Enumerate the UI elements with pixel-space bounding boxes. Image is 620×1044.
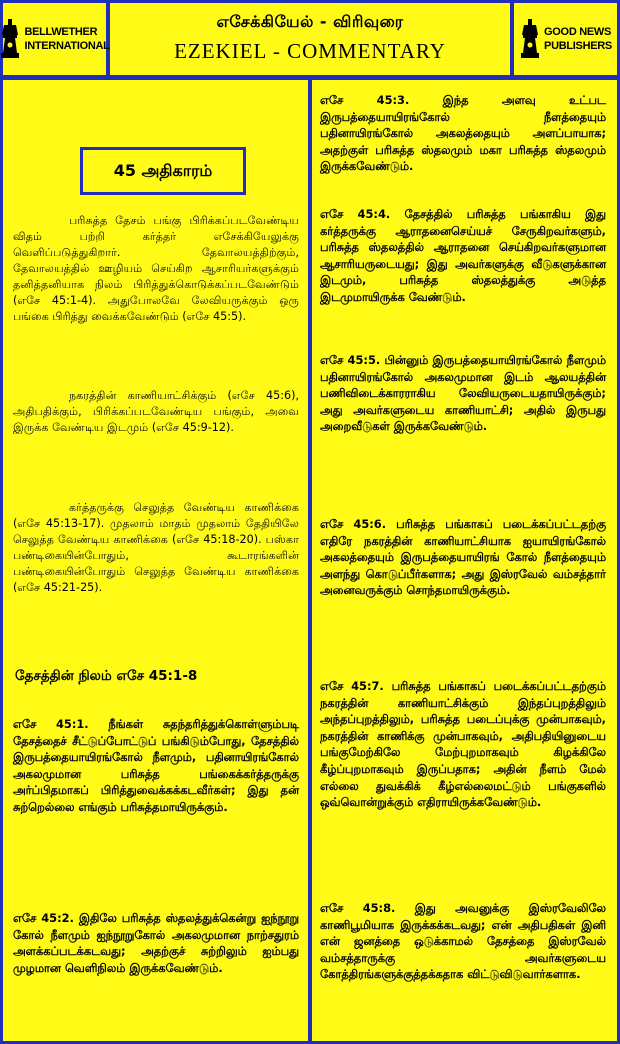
right-column xyxy=(312,80,617,1041)
intro-text-3: கர்த்தருக்கு செலுத்த வேண்டிய காணிக்கை (எசே 45:13-17). முதலாம் மாதம் முதலாம் தேதியிலே செலுத்த வேண்டிய காணிக்கை (எசே 45:18-20). பஸ்கா பண்டிகையின்போதும், கூடாரங்களின் பண்டிகையின்போதும் செலுத்த வேண்டிய காணிக்கை (எசே 45:21-25). xyxy=(13,501,299,594)
title-tamil: எசேக்கியேல் - விரிவுரை xyxy=(216,12,404,31)
verse-45-3: எசே 45:3. இந்த அளவு உட்பட இருபத்தையாயிரங்கோல் நீளத்தையும் பதினாயிரங்கோல் அகலத்தையும் அளப்பாயாக; அதற்குள் பரிசுத்த ஸ்தலமும் மகா பரிசுத்த ஸ்தலமும் இருக்கவேண்டும். xyxy=(320,93,606,174)
left-logo-line2: INTERNATIONAL xyxy=(24,40,110,52)
verse-45-4: எசே 45:4. தேசத்தில் பரிசுத்த பங்காகிய இது கர்த்தருக்கு ஆராதனைசெய்யச் சேருகிறவர்களும், பரிசுத்த ஸ்தலத்தில் ஆராதனை செய்கிறவர்களுமான ஆசாரியருடையது; இது அவர்களுக்கு வீடுகளுக்கான இடமும், பரிசுத்த ஸ்தலத்துக்கு அடுத்த இடமுமாயிருக்க வேண்டும். xyxy=(320,207,606,304)
right-logo-line1: GOOD NEWS xyxy=(544,26,612,38)
right-logo-line2: PUBLISHERS xyxy=(544,40,612,52)
intro-paragraph-3 xyxy=(13,500,299,596)
intro-paragraph-2 xyxy=(13,388,299,436)
verse-45-5: எசே 45:5. பின்னும் இருபத்தையாயிரங்கோல் நீளமும் பதினாயிரங்கோல் அகலமுமான இடம் ஆலயத்தின் பணிவிடைக்காரராகிய லேவியருடையதாயிருக்கும்; அது அவர்களுடைய காணியாட்சி; அதில் இருபது அறைவீடுகள் இருக்கவேண்டும். xyxy=(320,353,606,434)
bell-tower-icon xyxy=(0,19,21,59)
title-english: EZEKIEL - COMMENTARY xyxy=(174,39,446,63)
verse-45-7: எசே 45:7. பரிசுத்த பங்காகப் படைக்கப்பட்டதற்கும் நகரத்தின் காணியாட்சிக்கும் இந்தப்புறத்திலும் அந்தப்புறத்திலும், பரிசுத்த படைப்புக்கு முன்பாகவும், நகரத்தின் காணிக்கு முன்பாகவும், அதிபதியினுடைய பங்குமேற்கிலே மேற்புறமாகவும் கிழக்கிலே கீழ்ப்புறமாகவும் இருப்பதாக; அதின் நீளம் மேல் எல்லை துவக்கிக் கீழ்எல்லைமட்டும் பங்குகளில் ஒவ்வொன்றுக்கும் எதிராயிருக்கவேண்டும். xyxy=(320,679,606,810)
intro-text-2: நகரத்தின் காணியாட்சிக்கும் (எசே 45:6), அதிபதிக்கும், பிரிக்கப்படவேண்டிய பங்கும், அவை இருக்க வேண்டிய இடமும் (எசே 45:9-12). xyxy=(13,389,299,434)
verse-45-8: எசே 45:8. இது அவனுக்கு இஸ்ரவேலிலே காணிபூமியாக இருக்கக்கடவது; என் அதிபதிகள் இனி என் ஜனத்தை ஒடுக்காமல் தேசத்தை இஸ்ரவேல் வம்சத்தாருக்கு அவர்களுடைய கோத்திரங்களுக்குத்தக்கதாக விட்டுவிடுவார்களாக. xyxy=(320,901,606,982)
tower-icon xyxy=(519,19,541,59)
chapter-heading: 45 அதிகாரம் xyxy=(80,147,246,195)
good-news-logo xyxy=(514,3,617,75)
intro-paragraph-1 xyxy=(13,213,299,325)
bellwether-logo xyxy=(3,3,110,75)
verse-45-2: எசே 45:2. இதிலே பரிசுத்த ஸ்தலத்துக்கென்று ஐந்நூறு கோல் நீளமும் ஐந்நூறுகோல் அகலமுமான நாற்சதுரம் அளக்கப்படக்கடவது; அதற்குச் சுற்றிலும் ஐம்பது முழமான வெளிநிலம் இருக்கவேண்டும். xyxy=(13,911,299,975)
left-column xyxy=(3,80,308,1041)
title-box xyxy=(110,3,510,75)
left-logo-line1: BELLWETHER xyxy=(24,26,98,38)
verse-45-1: எசே 45:1. நீங்கள் சுதந்தரித்துக்கொள்ளும்படி தேசத்தைச் சீட்டுப்போட்டுப் பங்கிடும்போது, தேசத்தில் இருபத்தையாயிரங்கோல் நீளமும், பதினாயிரங்கோல் அகலமுமான பரிசுத்த பங்கைக்கர்த்தருக்கு அர்ப்பிதமாகப் பிரித்துவைக்கக்கடவீர்கள்; இது தன் சுற்றெல்லை எங்கும் பரிசுத்தமாயிருக்கும். xyxy=(13,717,299,814)
intro-text-1: பரிசுத்த தேசம் பங்கு பிரிக்கப்படவேண்டிய விதம் பற்றி கர்த்தர் எசேக்கியேலுக்கு வெளிப்படுத்துகிறார். தேவாலயத்திற்கும், தேவாலயத்தில் ஊழியம் செய்கிற ஆசாரியர்களுக்கும் தனித்தனியாக நிலம் பிரித்துக்கொடுக்கப்படவேண்டும் (எசே 45:1-4). அதுபோலவே லேவியருக்கும் ஒரு பங்கை பிரித்து வைக்கவேண்டும் (எசே 45:5). xyxy=(13,214,299,323)
header xyxy=(0,0,620,80)
section-heading: தேசத்தின் நிலம் எசே 45:1-8 xyxy=(15,668,198,684)
verse-45-6: எசே 45:6. பரிசுத்த பங்காகப் படைக்கப்பட்டதற்கு எதிரே நகரத்தின் காணியாட்சியாக ஐயாயிரங்கோல் அகலத்தையும் இருபத்தையாயிரங் கோல் நீளத்தையும் அளந்து கொடுப்பீர்களாக; அது இஸ்ரவேல் வம்சத்தார் அனைவருக்கும் சொந்தமாயிருக்கும். xyxy=(320,517,606,598)
